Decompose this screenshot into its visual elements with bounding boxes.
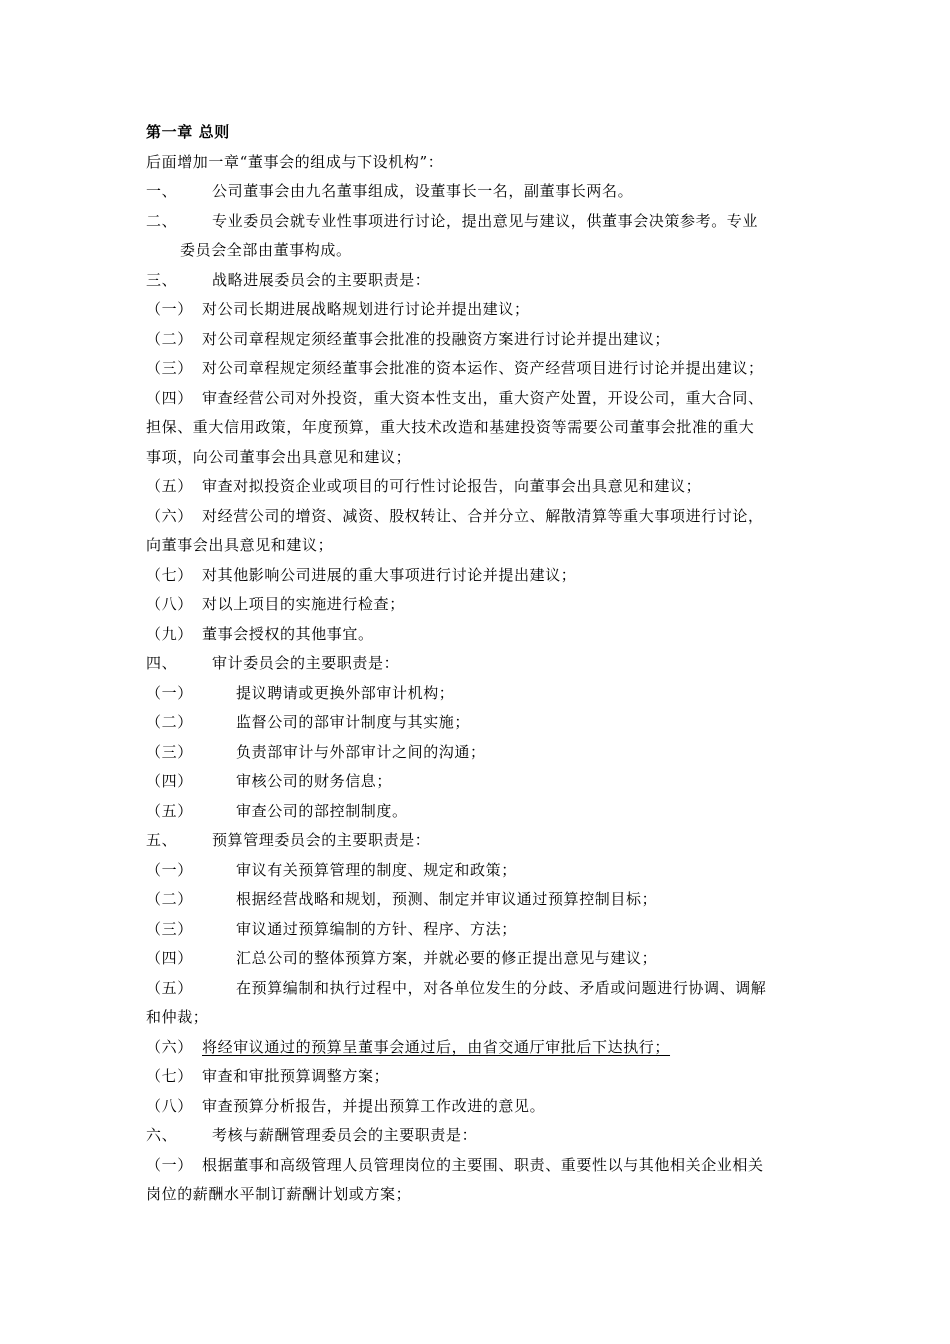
list-item-cont: 向董事会出具意见和建议； xyxy=(146,536,334,554)
list-item: （七） 对其他影响公司进展的重大事项进行讨论并提出建议； xyxy=(146,565,577,584)
list-item: （一） 审议有关预算管理的制度、规定和政策； xyxy=(146,860,517,879)
list-item: （七） 审查和审批预算调整方案； xyxy=(146,1067,390,1085)
list-item: （九） 董事会授权的其他事宜。 xyxy=(146,624,374,643)
list-item: （五） 审查对拟投资企业或项目的可行性讨论报告，向董事会出具意见和建议； xyxy=(146,477,702,495)
list-item: （四） 汇总公司的整体预算方案，并就必要的修正提出意见与建议； xyxy=(146,949,658,967)
list-item: （五） 在预算编制和执行过程中，对各单位发生的分歧、矛盾或问题进行协调、调解 xyxy=(146,978,767,997)
list-item-cont: 和仲裁； xyxy=(146,1008,209,1026)
list-item: （八） 审查预算分析报告，并提出预算工作改进的意见。 xyxy=(146,1096,546,1115)
list-item: （四） 审核公司的财务信息； xyxy=(146,772,393,790)
list-item-cont: 事项，向公司董事会出具意见和建议； xyxy=(146,447,412,466)
list-item: （一） 根据董事和高级管理人员管理岗位的主要围、职责、重要性以与其他相关企业相关 xyxy=(146,1155,764,1174)
list-item: （五） 审查公司的部控制制度。 xyxy=(146,801,408,820)
list-item: （三） 对公司章程规定须经董事会批准的资本运作、资产经营项目进行讨论并提出建议； xyxy=(146,359,764,377)
list-item: （四） 审查经营公司对外投资，重大资本性支出，重大资产处置，开设公司，重大合同、 xyxy=(146,388,764,407)
list-item: （六） 对经营公司的增资、减资、股权转让、合并分立、解散清算等重大事项进行讨论， xyxy=(146,506,764,525)
section-2-cont: 委员会全部由董事构成。 xyxy=(180,241,352,259)
section-5: 五、 预算管理委员会的主要职责是： xyxy=(146,831,431,849)
list-item: （三） 审议通过预算编制的方针、程序、方法； xyxy=(146,919,517,938)
section-3: 三、 战略进展委员会的主要职责是： xyxy=(146,270,431,289)
list-item: （二） 监督公司的部审计制度与其实施； xyxy=(146,713,471,731)
list-item-cont: 担保、重大信用政策，年度预算，重大技术改造和基建投资等需要公司董事会批准的重大 xyxy=(146,418,755,436)
list-item: （一） 对公司长期进展战略规划进行讨论并提出建议； xyxy=(146,300,530,318)
section-2: 二、 专业委员会就专业性事项进行讨论，提出意见与建议，供董事会决策参考。专业 xyxy=(146,211,759,230)
chapter-title: 第一章 总则 xyxy=(146,123,230,141)
list-item: （三） 负责部审计与外部审计之间的沟通； xyxy=(146,742,486,761)
document-page xyxy=(146,118,816,1210)
section-1: 一、 公司董事会由九名董事组成，设董事长一名，副董事长两名。 xyxy=(146,182,634,200)
list-item-cont: 岗位的薪酬水平制订薪酬计划或方案； xyxy=(146,1185,412,1203)
list-item: （八） 对以上项目的实施进行检查； xyxy=(146,595,405,613)
list-item-underlined: （六） 将经审议通过的预算呈董事会通过后，由省交通厅审批后下达执行； xyxy=(146,1037,671,1056)
section-4: 四、 审计委员会的主要职责是： xyxy=(146,654,400,672)
list-item: （二） 对公司章程规定须经董事会批准的投融资方案进行讨论并提出建议； xyxy=(146,329,671,348)
intro-text: 后面增加一章“董事会的组成与下设机构”： xyxy=(146,152,444,171)
list-item: （一） 提议聘请或更换外部审计机构； xyxy=(146,683,455,702)
section-6: 六、 考核与薪酬管理委员会的主要职责是： xyxy=(146,1126,478,1144)
list-item: （二） 根据经营战略和规划，预测、制定并审议通过预算控制目标； xyxy=(146,890,658,908)
